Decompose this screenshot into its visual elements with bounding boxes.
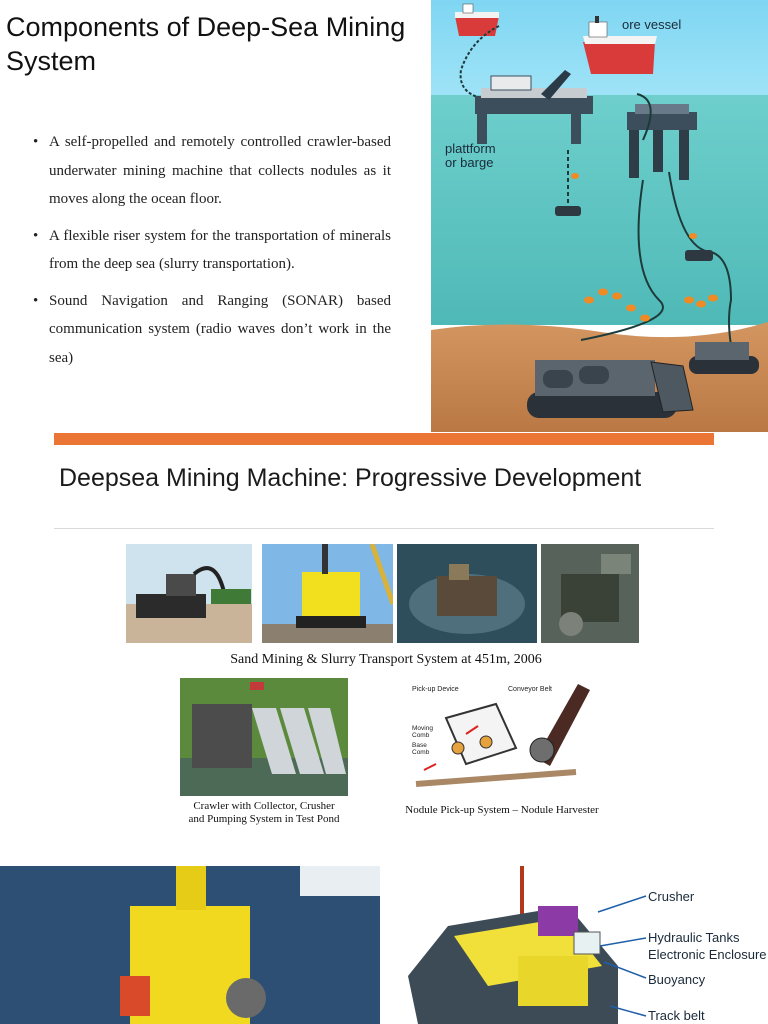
riser-tower-icon xyxy=(627,104,697,180)
slide-divider-bar xyxy=(54,433,714,445)
svg-text:Comb: Comb xyxy=(412,749,430,756)
second-crawler-icon xyxy=(689,342,759,374)
photo-collector-closeup xyxy=(541,544,639,643)
caption-sand-mining: Sand Mining & Slurry Transport System at 451m, 2006 xyxy=(230,652,542,667)
label-buoyancy: Buoyancy xyxy=(648,972,706,987)
label-track-belt: Track belt xyxy=(648,1008,705,1023)
ore-vessel-label: ore vessel xyxy=(622,17,682,32)
small-crawler-icon xyxy=(555,206,581,216)
bullet-riser: • A flexible riser system for the transportation of minerals from the deep sea (slurry transportation). xyxy=(33,222,391,279)
svg-text:Moving: Moving xyxy=(412,725,433,732)
photo-crawler-test-pond xyxy=(180,678,348,796)
photo-machine-at-sea xyxy=(0,866,380,1024)
svg-text:Base: Base xyxy=(412,742,427,749)
caption-crawler-test-pond: Crawler with Collector, Crusher and Pumping System in Test Pond xyxy=(188,800,340,825)
title-underline xyxy=(54,528,714,529)
slide2-title: Deepsea Mining Machine: Progressive Development xyxy=(59,464,642,492)
photo-crawler-on-beach xyxy=(126,544,252,643)
label-hydraulic-tanks: Hydraulic Tanks xyxy=(648,930,740,945)
slide1-title: Components of Deep-Sea Mining System xyxy=(6,12,406,76)
label-crusher: Crusher xyxy=(648,889,695,904)
label-electronic-enclosure: Electronic Enclosure xyxy=(648,947,767,962)
mining-crawler-icon xyxy=(527,360,693,418)
svg-text:Comb: Comb xyxy=(412,732,430,739)
machine-components-diagram xyxy=(388,866,768,1024)
deep-sea-mining-illustration xyxy=(431,0,768,432)
caption-nodule-harvester: Nodule Pick-up System – Nodule Harvester xyxy=(405,804,599,816)
conveyor-belt-label: Conveyor Belt xyxy=(508,686,552,693)
platform-label-line2: or barge xyxy=(445,155,494,170)
photo-machine-in-water xyxy=(397,544,537,643)
photo-yellow-crawler-lifted xyxy=(262,544,393,643)
pickup-device-label: Pick-up Device xyxy=(412,686,459,693)
platform-label-line1: plattform xyxy=(445,141,496,156)
bullet-sonar: • Sound Navigation and Ranging (SONAR) based communication system (radio waves don’t work in the sea) xyxy=(33,287,391,373)
nodule-pickup-diagram xyxy=(406,678,590,800)
bullet-crawler: • A self-propelled and remotely controlled crawler-based underwater mining machine that collects nodules as it moves along the ocean floor. xyxy=(33,128,391,214)
slide1-bullet-list xyxy=(33,128,391,380)
